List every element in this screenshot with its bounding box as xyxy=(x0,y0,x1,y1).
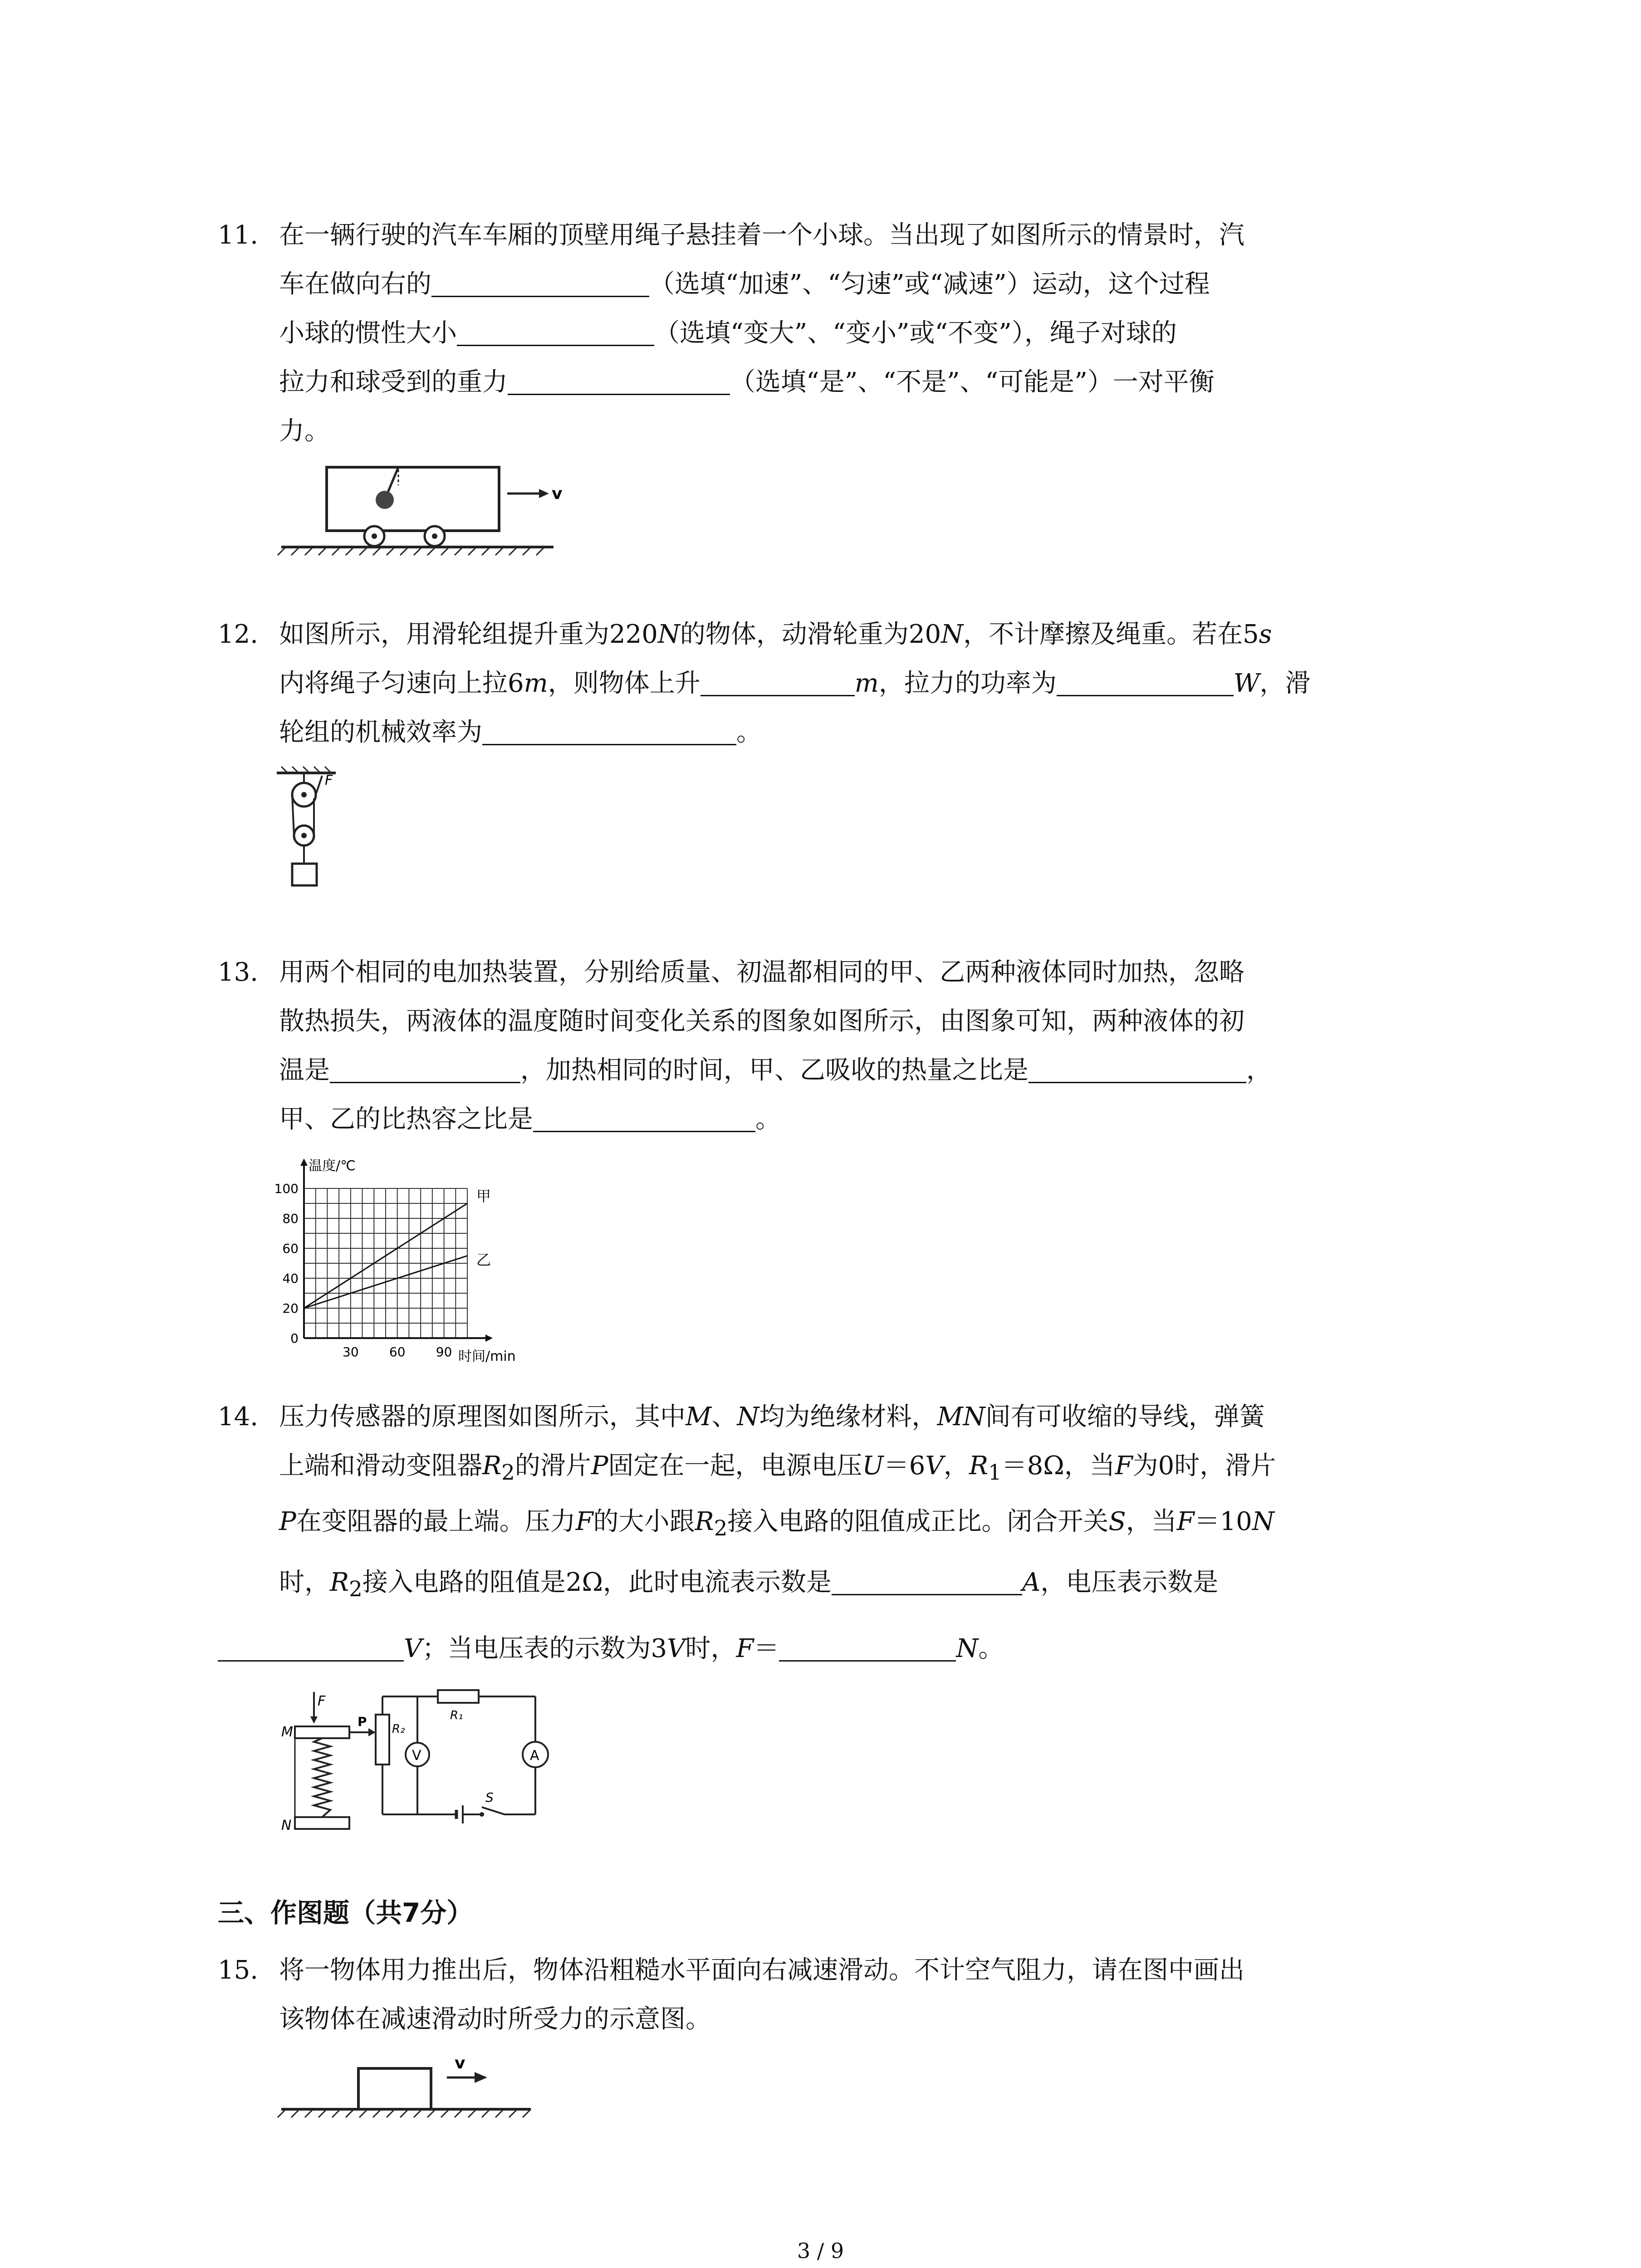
answer-blank[interactable] xyxy=(832,1568,1022,1595)
rope xyxy=(388,467,398,492)
answer-blank[interactable] xyxy=(1057,669,1234,696)
resistor-R1 xyxy=(438,1690,479,1703)
pull-rope xyxy=(316,776,322,795)
answer-blank[interactable] xyxy=(533,1105,755,1132)
answer-blank[interactable] xyxy=(700,669,855,696)
y-tick-label: 0 xyxy=(290,1331,299,1346)
page-number: 3 / 9 xyxy=(797,2239,844,2263)
x-axis-arrow xyxy=(485,1334,493,1342)
x-tick-label: 60 xyxy=(389,1344,406,1359)
answer-blank[interactable] xyxy=(779,1634,956,1662)
answer-blank[interactable] xyxy=(457,318,654,346)
x-tick-label: 90 xyxy=(436,1344,452,1359)
force-label: F xyxy=(325,772,333,788)
force-label: F xyxy=(318,1693,326,1709)
velocity-label: v xyxy=(552,484,563,503)
car-pendulum-figure xyxy=(281,458,599,567)
question-number: 14. xyxy=(218,1402,259,1432)
section-title: 三、作图题（共7分） xyxy=(218,1897,473,1928)
ammeter-label: A xyxy=(530,1748,539,1764)
y-axis-arrow xyxy=(300,1158,308,1166)
question-number: 11. xyxy=(218,220,259,250)
y-tick-label: 80 xyxy=(282,1211,299,1226)
car-body xyxy=(327,467,499,531)
question-number: 12. xyxy=(218,620,259,649)
pulley-figure xyxy=(272,767,349,898)
question-12: 12. 如图所示，用滑轮组提升重为220N的物体，动滑轮重为20N，不计摩擦及绳重。若在5s 内将绳子匀速向上拉6m，则物体上升 m，拉力的功率为 W，滑 轮组的机械效率为 。 xyxy=(218,610,1452,757)
block xyxy=(358,2068,431,2109)
velocity-label: v xyxy=(455,2054,465,2072)
x-axis-label: 时间/min xyxy=(458,1349,516,1364)
answer-blank[interactable] xyxy=(218,1634,404,1662)
question-11: 11. 在一辆行驶的汽车车厢的顶壁用绳子悬挂着一个小球。当出现了如图所示的情景时，汽 车在做向右的 （选填“加速”、“匀速”或“减速”）运动，这个过程 小球的惯性大小 （选填“变大”、“变小”或“不变”），绳子对球的 拉力和球受到的重力 （选填“是”、“不是”、“可能是”）一对平衡 力。 xyxy=(218,211,1452,456)
answer-blank[interactable] xyxy=(431,269,649,297)
answer-blank[interactable] xyxy=(1029,1056,1246,1083)
circuit-figure xyxy=(272,1678,590,1842)
y-tick-label: 20 xyxy=(282,1301,299,1316)
label-S: S xyxy=(485,1790,494,1805)
label-R2: R₂ xyxy=(392,1722,405,1736)
question-13: 13. 用两个相同的电加热装置，分别给质量、初温都相同的甲、乙两种液体同时加热，忽略 散热损失，两液体的温度随时间变化关系的图象如图所示，由图象可知，两种液体的初 温是 ，加热相同的时间，甲、乙吸收的热量之比是 ， 甲、乙的比热容之比是 。 xyxy=(218,948,1452,1144)
chart-axes xyxy=(300,1158,493,1342)
sliding-block-figure xyxy=(277,2050,540,2123)
answer-blank[interactable] xyxy=(330,1056,520,1083)
answer-blank[interactable] xyxy=(482,718,736,745)
question-14: 14. 压力传感器的原理图如图所示，其中M、N均为绝缘材料，MN间有可收缩的导线，弹簧 上端和滑动变阻器$R_2$的滑片P固定在一起，电源电压U＝6V，$R_1=8\Omega$，当F为0时，滑片 P在变阻器的最上端。压力F的大小跟$R_2$接入电路的阻值成正比。闭合开关S，当F＝10N 时，$R_2$接入电路的阻值是2Ω，此时电流表示数是 A，电压表示数是 V；当电压表的示数为3V时，F＝ N。 xyxy=(218,1393,1452,1678)
weight-block xyxy=(292,864,317,885)
switch-S xyxy=(482,1807,505,1814)
plate-M xyxy=(295,1726,349,1738)
x-tick-label: 30 xyxy=(343,1344,359,1359)
question-number: 13. xyxy=(218,958,259,987)
spring xyxy=(314,1738,330,1817)
temperature-time-chart xyxy=(268,1139,585,1364)
label-P: P xyxy=(358,1714,367,1729)
rheostat-R2 xyxy=(376,1715,389,1765)
plate-N xyxy=(295,1817,349,1829)
series-label: 甲 xyxy=(476,1188,491,1205)
label-M: M xyxy=(281,1724,293,1740)
y-tick-label: 40 xyxy=(282,1271,299,1286)
y-tick-label: 100 xyxy=(274,1181,299,1196)
y-axis-label: 温度/℃ xyxy=(309,1158,356,1174)
question-number: 15. xyxy=(218,1955,259,1985)
label-N: N xyxy=(281,1818,292,1833)
ball xyxy=(376,491,394,509)
series-label: 乙 xyxy=(476,1251,491,1269)
answer-blank[interactable] xyxy=(508,367,730,395)
voltmeter-label: V xyxy=(412,1748,421,1764)
y-tick-label: 60 xyxy=(282,1241,299,1256)
label-R1: R₁ xyxy=(450,1709,463,1722)
question-15: 15. 将一物体用力推出后，物体沿粗糙水平面向右减速滑动。不计空气阻力，请在图中画出 该物体在减速滑动时所受力的示意图。 xyxy=(218,1946,1452,2044)
